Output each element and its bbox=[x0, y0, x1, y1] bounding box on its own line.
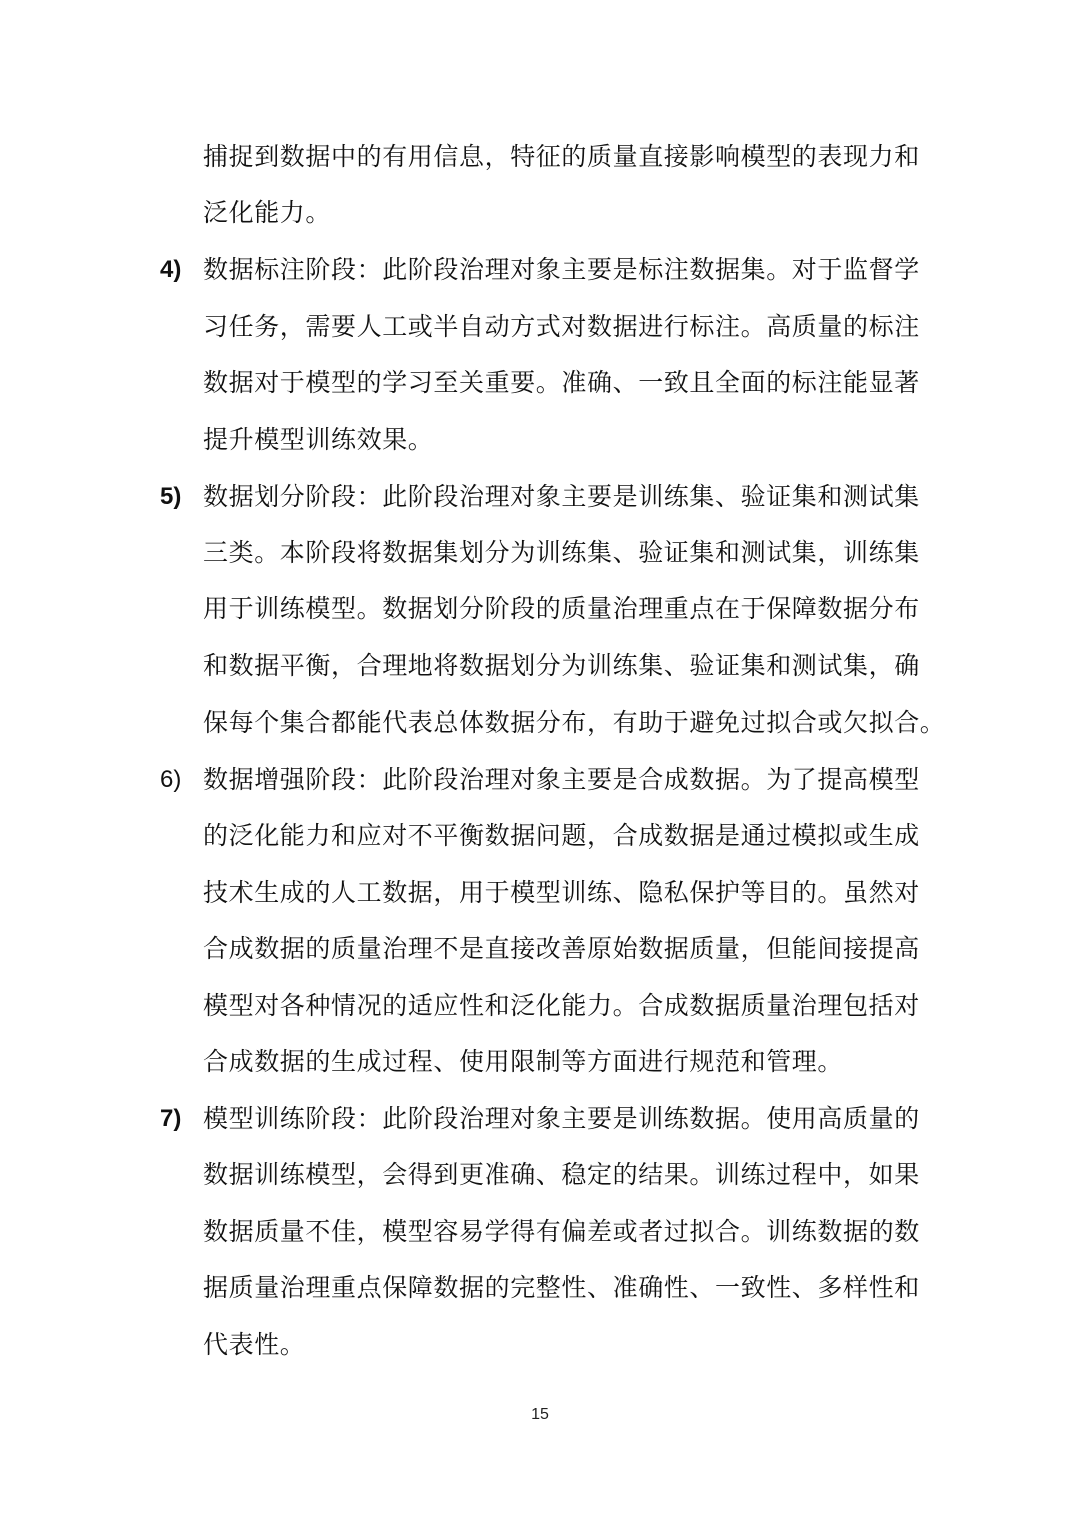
list-item-line: 数据划分阶段：此阶段治理对象主要是训练集、验证集和测试集 bbox=[203, 482, 920, 511]
list-item-line: 合成数据的质量治理不是直接改善原始数据质量，但能间接提高 bbox=[203, 934, 920, 963]
list-item-line: 数据训练模型，会得到更准确、稳定的结果。训练过程中，如果 bbox=[203, 1160, 920, 1189]
list-marker: 5) bbox=[160, 483, 182, 510]
list-item-line: 数据标注阶段：此阶段治理对象主要是标注数据集。对于监督学 bbox=[203, 255, 920, 284]
list-item-line: 保每个集合都能代表总体数据分布，有助于避免过拟合或欠拟合。 bbox=[203, 708, 946, 737]
list-item-line: 和数据平衡，合理地将数据划分为训练集、验证集和测试集，确 bbox=[203, 651, 920, 680]
page-number: 15 bbox=[531, 1406, 549, 1423]
list-item-line: 模型训练阶段：此阶段治理对象主要是训练数据。使用高质量的 bbox=[203, 1104, 920, 1133]
list-item-line: 据质量治理重点保障数据的完整性、准确性、一致性、多样性和 bbox=[203, 1273, 920, 1302]
list-item-line: 技术生成的人工数据，用于模型训练、隐私保护等目的。虽然对 bbox=[203, 878, 920, 907]
list-item-line: 模型对各种情况的适应性和泛化能力。合成数据质量治理包括对 bbox=[203, 991, 920, 1020]
list-marker: 6) bbox=[160, 766, 182, 793]
list-item-line: 用于训练模型。数据划分阶段的质量治理重点在于保障数据分布 bbox=[203, 594, 920, 623]
list-item-line: 提升模型训练效果。 bbox=[203, 425, 434, 454]
list-item-line: 合成数据的生成过程、使用限制等方面进行规范和管理。 bbox=[203, 1047, 844, 1076]
list-item-line: 数据增强阶段：此阶段治理对象主要是合成数据。为了提高模型 bbox=[203, 765, 920, 794]
paragraph-line: 捕捉到数据中的有用信息，特征的质量直接影响模型的表现力和 bbox=[203, 142, 920, 171]
list-marker: 7) bbox=[160, 1105, 182, 1132]
list-item-line: 的泛化能力和应对不平衡数据问题，合成数据是通过模拟或生成 bbox=[203, 821, 920, 850]
paragraph-line: 泛化能力。 bbox=[203, 198, 332, 227]
list-item-line: 三类。本阶段将数据集划分为训练集、验证集和测试集，训练集 bbox=[203, 538, 920, 567]
list-item-line: 数据对于模型的学习至关重要。准确、一致且全面的标注能显著 bbox=[203, 368, 920, 397]
list-item-line: 习任务，需要人工或半自动方式对数据进行标注。高质量的标注 bbox=[203, 312, 920, 341]
list-item-line: 数据质量不佳，模型容易学得有偏差或者过拟合。训练数据的数 bbox=[203, 1217, 920, 1246]
list-marker: 4) bbox=[160, 256, 182, 283]
list-item-line: 代表性。 bbox=[203, 1330, 306, 1359]
